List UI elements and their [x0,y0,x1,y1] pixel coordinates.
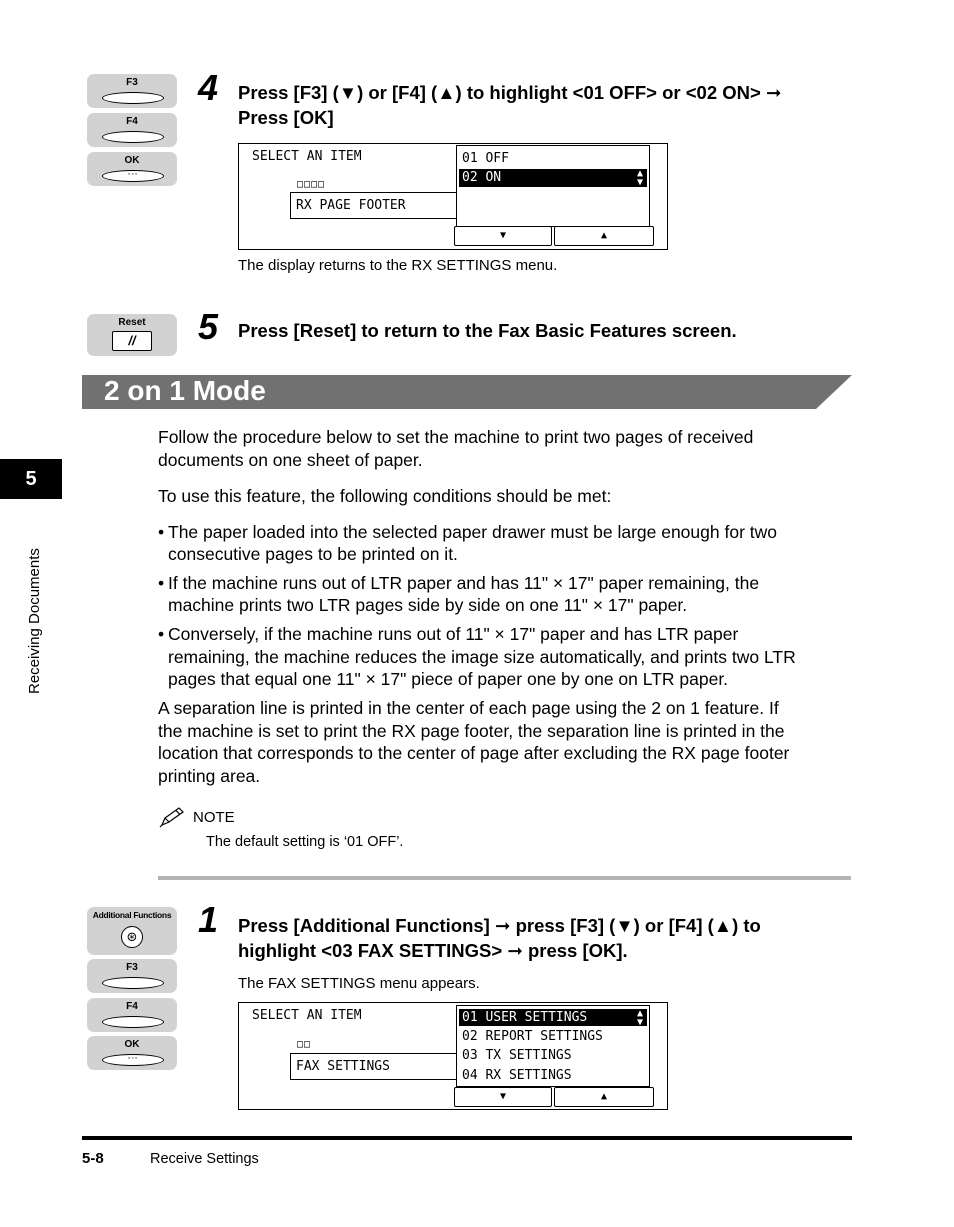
lcd-display-rx-page-footer [238,143,668,250]
separation-line-1: A separation line is printed in the center of each page using the 2 on 1 feature. If [158,698,779,718]
f3-key-icon [102,977,164,989]
chapter-tab: 5 [0,459,62,499]
separation-line-4: printing area. [158,766,261,786]
f4-key-label: F4 [126,1001,138,1012]
ok-key-icon: ◦◦◦ [102,1054,164,1066]
bullet-3-line-1: Conversely, if the machine runs out of 11" × 17" paper and has LTR paper [168,624,739,644]
reset-key-label: Reset [118,317,146,328]
step-1-line-2: highlight <03 FAX SETTINGS> ➞ press [OK]. [238,940,628,961]
lcd-title: SELECT AN ITEM [252,1008,362,1023]
f3-key [87,74,177,108]
ok-key-label: OK [124,155,140,166]
lcd-option-list [456,1005,650,1087]
conditions-text: To use this feature, the following conditions should be met: [158,486,612,506]
note-text: The default setting is ‘01 OFF’. [206,834,404,850]
lcd-display-fax-settings [238,1002,668,1110]
f4-key-icon [102,1016,164,1028]
bullet-1-line-1: The paper loaded into the selected paper drawer must be large enough for two [168,522,777,542]
step-4-line-1: Press [F3] (▼) or [F4] (▲) to highlight <01 OFF> or <02 ON> ➞ [238,82,782,103]
footer-rule [82,1136,852,1140]
lcd-title: SELECT AN ITEM [252,149,362,164]
lcd-option-rx-settings: 04 RX SETTINGS [462,1068,572,1083]
bullet-3-line-3: pages that equal one 11" × 17" piece of paper one by one on LTR paper. [168,669,729,689]
bullet-2-line-1: If the machine runs out of LTR paper and has 11" × 17" paper remaining, the [168,573,760,593]
lcd-option-off: 01 OFF [462,151,509,166]
lcd-option-tx-settings: 03 TX SETTINGS [462,1048,572,1063]
bullet-marker: • [158,624,165,644]
lcd-field: FAX SETTINGS [290,1053,458,1080]
step-1-number: 1 [198,899,219,940]
additional-functions-icon: ⊛ [121,926,143,948]
reset-key [87,314,177,356]
note-label: NOTE [193,809,235,826]
separation-line-2: the machine is set to print the RX page footer, the separation line is printed in the [158,721,785,741]
f3-key-icon [102,92,164,104]
lcd-up-button: ▲ [554,226,654,246]
bullet-2-line-2: machine prints two LTR pages side by side on one 11" × 17" paper. [168,595,688,615]
additional-functions-key-label: Additional Functions [92,910,172,920]
ok-key-label: OK [124,1039,140,1050]
pencil-icon [158,806,186,828]
ok-key [87,152,177,186]
section-title: 2 on 1 Mode [104,375,266,406]
lcd-level-indicator: □□ [297,1039,312,1050]
reset-key-icon: // [112,331,152,351]
page-number: 5-8 [82,1150,104,1167]
step-1-line-1: Press [Additional Functions] ➞ press [F3] (▼) or [F4] (▲) to [238,915,761,936]
bullet-3-line-2: remaining, the machine reduces the image size automatically, and prints two LTR [168,647,796,667]
f4-key-label: F4 [126,116,138,127]
step-5-text: Press [Reset] to return to the Fax Basic Features screen. [238,320,737,341]
scroll-updown-icon: ▲ ▼ [636,1008,643,1028]
lcd-down-button: ▼ [454,226,552,246]
lcd-down-button: ▼ [454,1087,552,1107]
step-4-result: The display returns to the RX SETTINGS menu. [238,257,558,274]
step-1-result: The FAX SETTINGS menu appears. [238,975,480,992]
footer-title: Receive Settings [150,1151,259,1167]
bullet-marker: • [158,522,165,542]
lcd-level-indicator: □□□□ [297,179,326,190]
bullet-1-line-2: consecutive pages to be printed on it. [168,544,458,564]
lcd-option-user-settings [459,1009,647,1026]
additional-functions-key [87,907,177,955]
ok-key [87,1036,177,1070]
lcd-up-button: ▲ [554,1087,654,1107]
section-divider [158,876,851,880]
lcd-option-report-settings: 02 REPORT SETTINGS [462,1029,603,1044]
intro-line-2: documents on one sheet of paper. [158,450,423,470]
step-5-number: 5 [198,306,219,347]
f4-key [87,113,177,147]
separation-line-3: location that corresponds to the center of page after excluding the RX page footer [158,743,790,763]
f3-key-label: F3 [126,962,138,973]
lcd-option-list [456,145,650,227]
lcd-option-on-label: 02 ON [462,170,502,185]
lcd-field: RX PAGE FOOTER [290,192,458,219]
lcd-option-on [459,169,647,187]
chapter-label: Receiving Documents [26,548,43,694]
intro-line-1: Follow the procedure below to set the machine to print two pages of received [158,427,754,447]
f3-key [87,959,177,993]
bullet-marker: • [158,573,165,593]
scroll-updown-icon: ▲ ▼ [636,168,643,188]
ok-key-icon: ◦◦◦ [102,170,164,182]
step-4-line-2: Press [OK] [238,107,334,128]
f4-key [87,998,177,1032]
f3-key-label: F3 [126,77,138,88]
f4-key-icon [102,131,164,143]
step-4-number: 4 [198,67,219,108]
lcd-option-user-settings-label: 01 USER SETTINGS [462,1010,588,1025]
